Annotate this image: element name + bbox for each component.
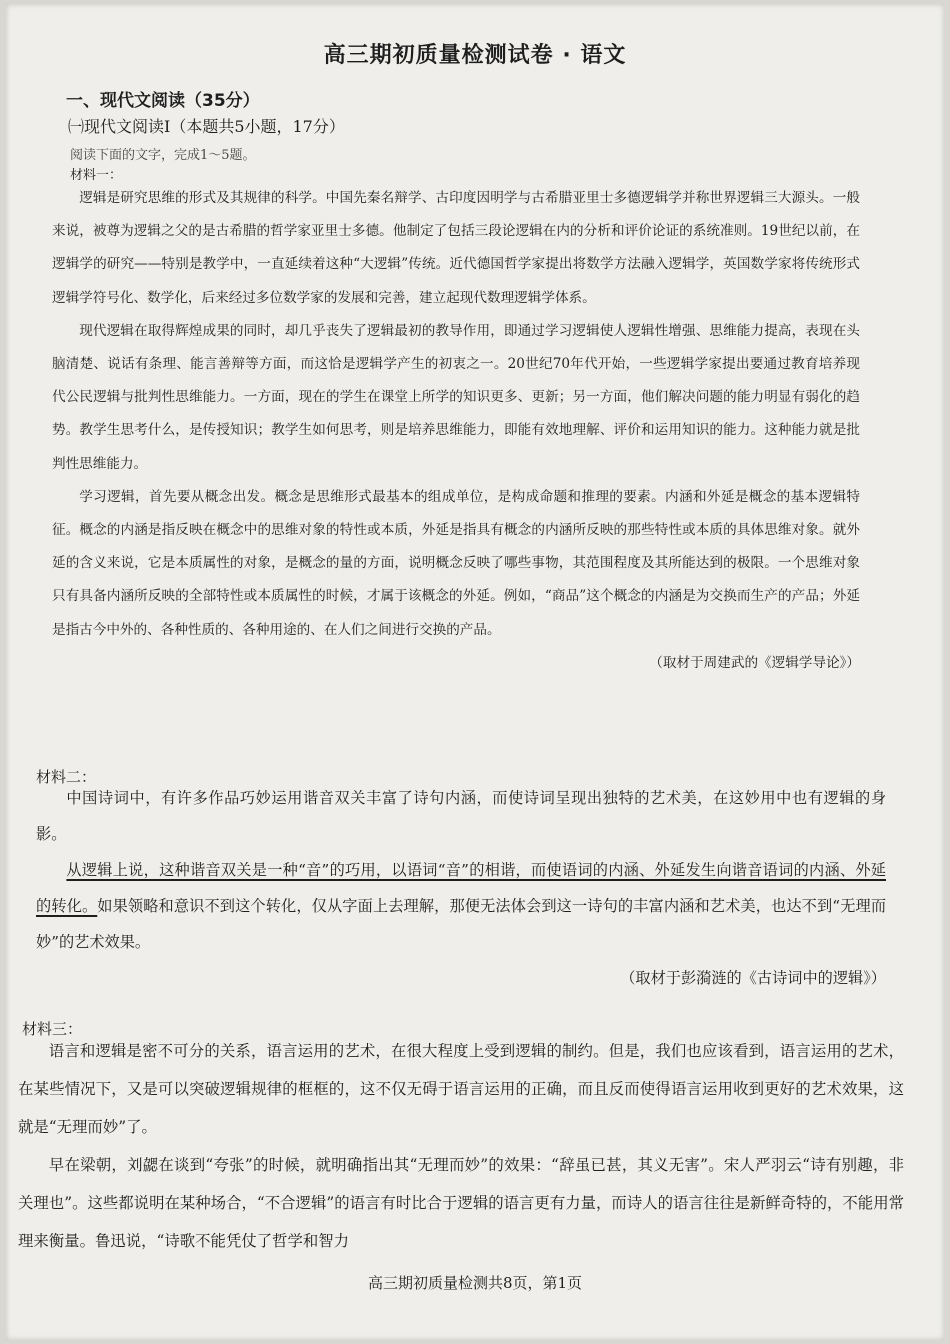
material1-paragraph: 学习逻辑，首先要从概念出发。概念是思维形式最基本的组成单位，是构成命题和推理的要素。内涵和外延是概念的基本逻辑特征。概念的内涵是指反映在概念中的思维对象的特性或本质，外延是指具有概念的内涵所反映的那些特性或本质的具体思维对象。就外延的含义来说，它是本质属性的对象，是概念的量的方面，说明概念反映了哪些事物，其范围程度及其所能达到的极限。一个思维对象只有具备内涵所反映的全部特性或本质属性的时候，才属于该概念的外延。例如，“商品”这个概念的内涵是为交换而生产的产品；外延是指古今中外的、各种性质的、各种用途的、在人们之间进行交换的产品。 (52, 488, 860, 638)
material2-paragraph (36, 852, 886, 960)
section-heading: 一、现代文阅读（35分） (66, 91, 260, 111)
material1-paragraph: 现代逻辑在取得辉煌成果的同时，却几乎丧失了逻辑最初的教导作用，即通过学习逻辑使人逻辑性增强、思维能力提高，表现在头脑清楚、说话有条理、能言善辩等方面，而这恰是逻辑学产生的初衷之一。20世纪70年代开始，一些逻辑学家提出要通过教育培养现代公民逻辑与批判性思维能力。一方面，现在的学生在课堂上所学的知识更多、更新；另一方面，他们解决问题的能力明显有弱化的趋势。教学生思考什么，是传授知识；教学生如何思考，则是培养思维能力，即能有效地理解、评价和运用知识的能力。这种能力就是批判性思维能力。 (52, 322, 860, 472)
subsection-heading: ㈠现代文阅读Ⅰ（本题共5小题，17分） (68, 117, 345, 136)
reading-instruction: 阅读下面的文字，完成1～5题。 (70, 148, 256, 163)
material1-source: （取材于周建武的《逻辑学导论》） (649, 654, 860, 671)
page-title: 高三期初质量检测试卷 · 语文 (323, 43, 627, 68)
material1-label: 材料一： (70, 168, 123, 183)
material2-label: 材料二： (36, 768, 97, 786)
material2-source: （取材于彭漪涟的《古诗词中的逻辑》） (620, 969, 886, 987)
material2-paragraph: 中国诗词中，有许多作品巧妙运用谐音双关丰富了诗句内涵，而使诗词呈现出独特的艺术美，在这妙用中也有逻辑的身影。 (36, 789, 886, 843)
material3-paragraph: 语言和逻辑是密不可分的关系，语言运用的艺术，在很大程度上受到逻辑的制约。但是，我们也应该看到，语言运用的艺术，在某些情况下，又是可以突破逻辑规律的框框的，这不仅无碍于语言运用的正确，而且反而使得语言运用收到更好的艺术效果，这就是“无理而妙”了。 (18, 1042, 904, 1136)
material3-text (18, 1032, 904, 1260)
page-footer: 高三期初质量检测共8页，第1页 (367, 1274, 583, 1292)
material3-paragraph: 早在梁朝，刘勰在谈到“夸张”的时候，就明确指出其“无理而妙”的效果：“辞虽已甚，其义无害”。宋人严羽云“诗有别趣，非关理也”。这些都说明在某种场合，“不合逻辑”的语言有时比合于逻辑的语言更有力量，而诗人的语言往往是新鲜奇特的，不能用常理来衡量。鲁迅说，“诗歌不能凭仗了哲学和智力 (18, 1156, 904, 1250)
exam-page (6, 4, 944, 1340)
material1-paragraph: 逻辑是研究思维的形式及其规律的科学。中国先秦名辩学、古印度因明学与古希腊亚里士多德逻辑学并称世界逻辑三大源头。一般来说，被尊为逻辑之父的是古希腊的哲学家亚里士多德。他制定了包括三段论逻辑在内的分析和评价论证的系统准则。19世纪以前，在逻辑学的研究——特别是教学中，一直延续着这种“大逻辑”传统。近代德国哲学家提出将数学方法融入逻辑学，英国数学家将传统形式逻辑学符号化、数学化，后来经过多位数学家的发展和完善，建立起现代数理逻辑学体系。 (52, 190, 860, 306)
material2-text (36, 780, 886, 996)
underlined-sentence: 从逻辑上说，这种谐音双关是一种“音”的巧用，以语词“音”的相谐，而使语词的内涵、外延发生向谐音语词的内涵、外延的转化。 (36, 861, 886, 915)
material2-paragraph-rest: 如果领略和意识不到这个转化，仅从字面上去理解，那便无法体会到这一诗句的丰富内涵和艺术美，也达不到“无理而妙”的艺术效果。 (36, 897, 887, 951)
material1-text (52, 182, 860, 680)
material3-label: 材料三： (22, 1020, 83, 1038)
